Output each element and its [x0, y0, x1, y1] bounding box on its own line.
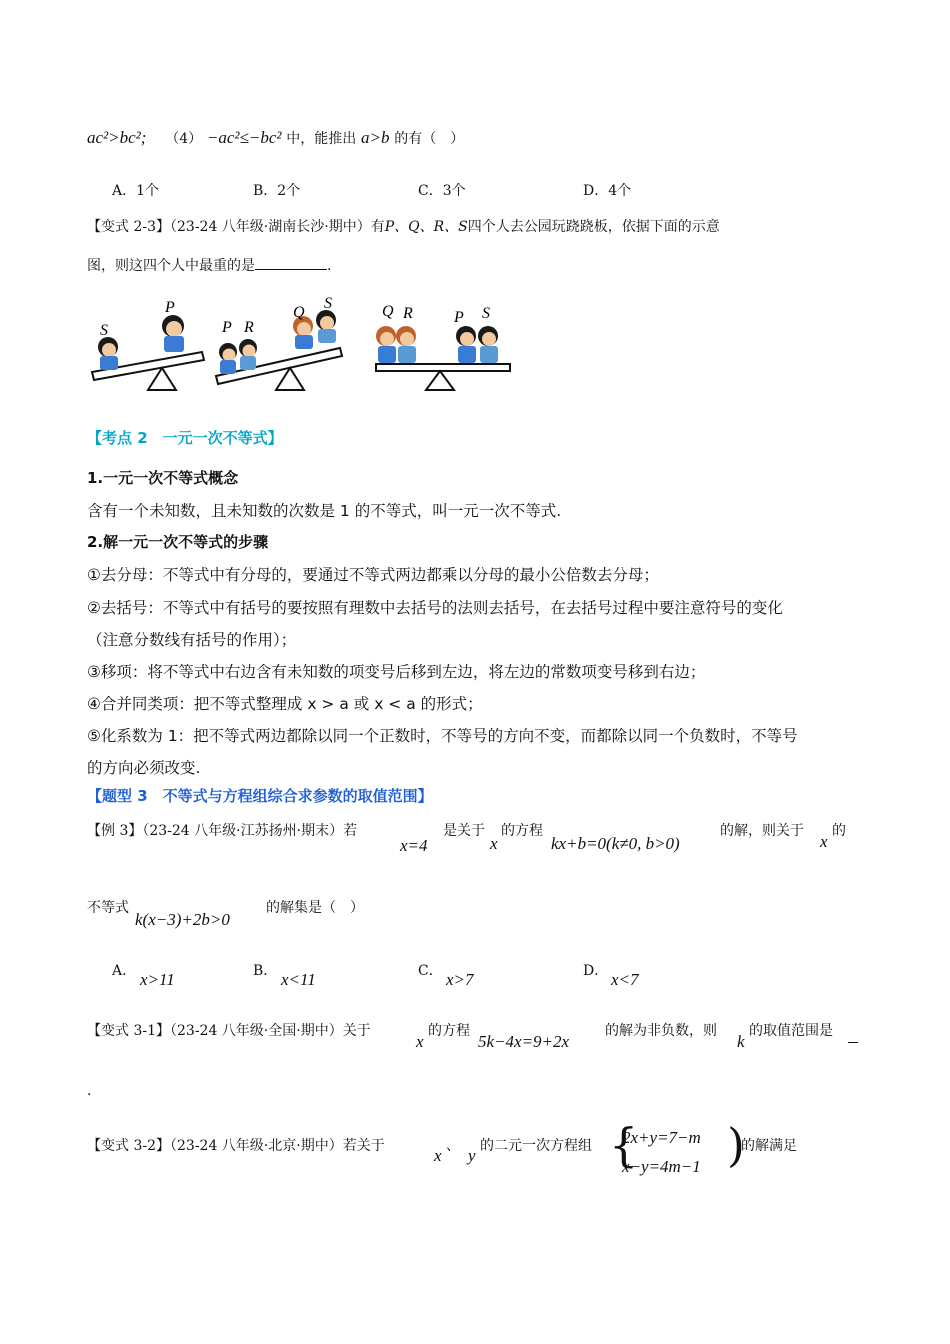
source: （23-24 八年级·全国·期中） [170, 1023, 343, 1039]
label-q-2: Q [293, 304, 305, 321]
text: 的解，则关于 [720, 823, 804, 839]
variant-tag: 【变式 3-2】 [87, 1138, 170, 1154]
variant-3-1-line1: 【变式 3-1】（23-24 八年级·全国·期中）关于 [87, 1023, 371, 1039]
math-x: x [820, 832, 828, 851]
text: 的取值范围是 [749, 1023, 833, 1039]
math-x: x [434, 1146, 442, 1165]
variant-3-2-line1: 【变式 3-2】（23-24 八年级·北京·期中）若关于 [87, 1138, 385, 1154]
text: 的解集是（ ） [266, 900, 364, 916]
seesaw-figure [88, 290, 518, 395]
seesaw-plank-3 [376, 364, 510, 371]
option-a: A．1个 [112, 183, 160, 199]
step-3: ③移项：将不等式中右边含有未知数的项变号后移到左边，将左边的常数项变号移到右边； [87, 663, 706, 681]
example3-option-c-label: C． [418, 963, 443, 979]
system-brace-close: ) [727, 1118, 745, 1172]
text: 、 [446, 1138, 460, 1154]
math-inequality: k(x−3)+2b>0 [135, 910, 230, 929]
math-equation: kx+b=0(k≠0, b>0) [551, 834, 680, 853]
option-d: D．4个 [583, 183, 632, 199]
kid-p-1 [162, 315, 184, 352]
example3-option-b-label: B． [253, 963, 278, 979]
prev-problem-line [87, 128, 464, 148]
example-tag: 【例 3】 [87, 823, 143, 839]
text: . [87, 1083, 92, 1099]
math-x: x [416, 1032, 424, 1051]
text: 的解为非负数，则 [605, 1023, 717, 1039]
paragraph-concept: 含有一个未知数，且未知数的次数是 1 的不等式，叫一元一次不等式. [87, 502, 562, 520]
text: 的二元一次方程组 [480, 1138, 592, 1154]
answer-blank [255, 255, 327, 270]
source: （23-24 八年级·江苏扬州·期末） [142, 823, 344, 839]
example3-option-d: x<7 [611, 970, 639, 989]
heading-concept: 1.一元一次不等式概念 [87, 469, 239, 487]
label-s-2: S [324, 295, 332, 312]
step-5-cont: 的方向必须改变. [87, 759, 201, 777]
kid-q-3 [376, 326, 396, 363]
label-s-3: S [482, 305, 490, 322]
text: 的 [832, 823, 846, 839]
math-expr: a>b [361, 128, 390, 147]
math-x: x [490, 834, 498, 853]
math-k: k [737, 1032, 745, 1051]
equation-2: x−y=4m−1 [622, 1157, 701, 1176]
label-p-1: P [165, 299, 175, 316]
text: 的方程 [501, 823, 543, 839]
text: 是关于 [443, 823, 485, 839]
label-q-3: Q [382, 303, 394, 320]
example3-option-b: x<11 [281, 970, 316, 989]
equation-1: 2x+y=7−m [622, 1128, 701, 1147]
system-brace: { [609, 1118, 639, 1172]
text: 的解满足 [741, 1138, 797, 1154]
math-equation: 5k−4x=9+2x [478, 1032, 570, 1051]
example3-option-a: x>11 [140, 970, 175, 989]
label-r-2: R [244, 319, 254, 336]
kid-r-2 [239, 339, 257, 370]
item-number: （4） [165, 131, 203, 147]
kid-r-3 [396, 326, 416, 363]
math-x-eq-4: x=4 [400, 836, 428, 855]
kid-s-2 [316, 310, 336, 343]
seesaw-pivot-1 [148, 368, 176, 390]
kid-s-3 [478, 326, 498, 363]
seesaw-pivot-3 [426, 371, 454, 390]
variant-tag: 【变式 3-1】 [87, 1023, 170, 1039]
section-title: 【考点 2 一元一次不等式】 [87, 429, 283, 447]
variant-2-3-line2: 图，则这四个人中最重的是 . [87, 255, 331, 275]
source: （23-24 八年级·湖南长沙·期中） [170, 219, 371, 235]
names: P、Q、R、S [384, 219, 468, 235]
math-y: y [468, 1146, 476, 1165]
label-p-2: P [222, 319, 232, 336]
kid-p-2 [219, 343, 237, 374]
step-4: ④合并同类项：把不等式整理成 x > a 或 x < a 的形式； [87, 695, 483, 713]
step-1: ①去分母：不等式中有分母的，要通过不等式两边都乘以分母的最小公倍数去分母； [87, 566, 659, 584]
example3-line1: 【例 3】（23-24 八年级·江苏扬州·期末）若 [87, 823, 358, 839]
label-r-3: R [403, 305, 413, 322]
example3-option-d-label: D． [583, 963, 609, 979]
type3-title: 【题型 3 不等式与方程组综合求参数的取值范围】 [87, 787, 433, 805]
example3-option-c: x>7 [446, 970, 474, 989]
math-expr: −ac²≤−bc² [206, 128, 282, 147]
label-p-3: P [454, 309, 464, 326]
step-2-cont: （注意分数线有括号的作用）； [87, 631, 297, 649]
text: 中，能推出 [286, 131, 357, 147]
source: （23-24 八年级·北京·期中） [170, 1138, 343, 1154]
option-c: C．3个 [418, 183, 466, 199]
math-expr: ac²>bc²; [87, 128, 147, 147]
step-2: ②去括号：不等式中有括号的要按照有理数中去括号的法则去括号，在去括号过程中要注意符号的变化 [87, 599, 783, 617]
answer-blank [848, 1042, 858, 1043]
text: 的方程 [428, 1023, 470, 1039]
label-s-1: S [100, 322, 108, 339]
text: 不等式 [87, 900, 129, 916]
option-b: B．2个 [253, 183, 301, 199]
variant-2-3-line1: 【变式 2-3】（23-24 八年级·湖南长沙·期中）有P、Q、R、S四个人去公园玩跷跷板，依据下面的示意 [87, 219, 720, 235]
heading-steps: 2.解一元一次不等式的步骤 [87, 533, 269, 551]
kid-p-3 [456, 326, 476, 363]
variant-tag: 【变式 2-3】 [87, 219, 170, 235]
seesaw-pivot-2 [276, 368, 304, 390]
text: 的有（ ） [394, 131, 465, 147]
step-5: ⑤化系数为 1：把不等式两边都除以同一个正数时，不等号的方向不变，而都除以同一个负数时，不等号 [87, 727, 798, 745]
example3-option-a-label: A． [112, 963, 137, 979]
kid-s-1 [98, 337, 118, 370]
